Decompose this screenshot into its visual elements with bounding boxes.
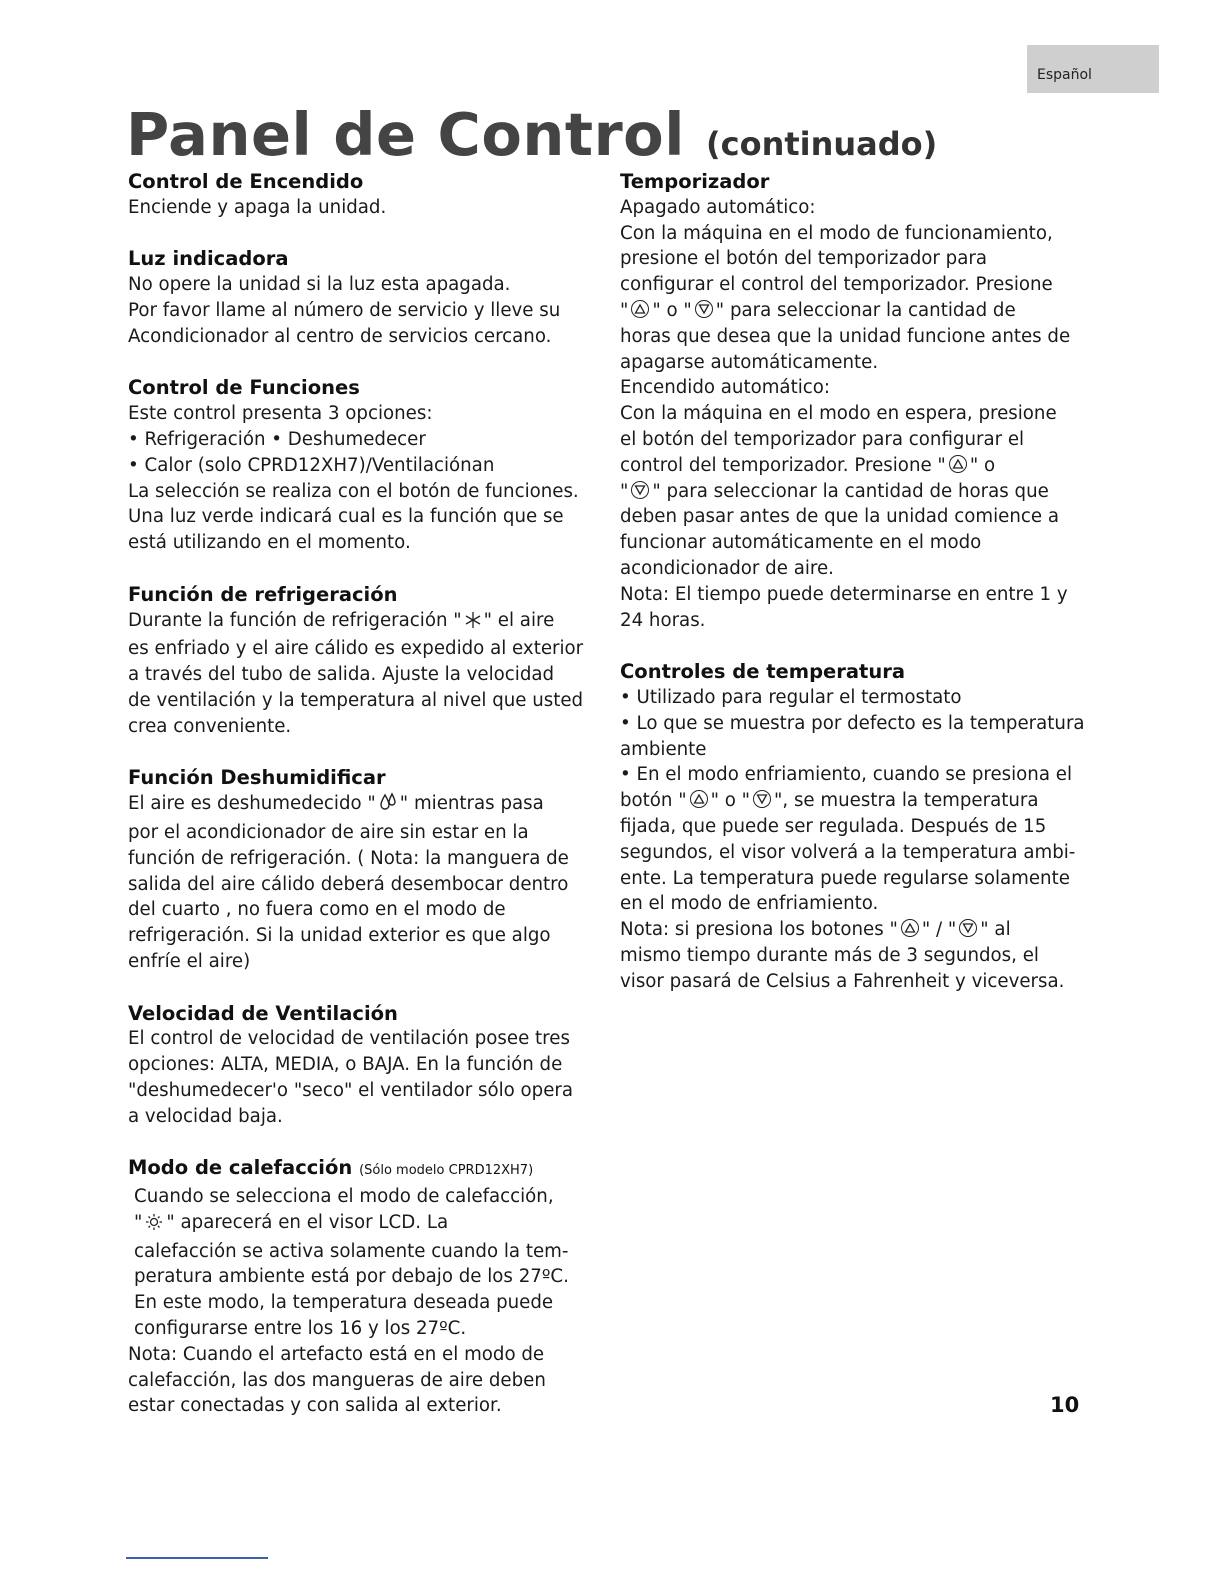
page-title-sub: (continuado) [705,125,938,163]
text-line: No opere la unidad si la luz esta apagada. [128,274,511,296]
section-heading: Velocidad de Ventilación [128,1001,398,1025]
text-line: "deshumedecer'o "seco" el ventilador sólo opera [128,1079,574,1101]
section-controles-temperatura [620,659,1085,994]
text-fragment: " aparecerá en el visor LCD. La [166,1211,449,1233]
section-heading [128,1155,583,1184]
text-fragment: " para seleccionar la cantidad de [715,299,1016,321]
up-arrow-button-icon [631,300,649,318]
section-heading: Función de refrigeración [128,582,398,606]
text-line: La selección se realiza con el botón de funciones. [128,480,579,502]
section-heading: Control de Encendido [128,170,364,193]
text-fragment: El aire es deshumedecido " [128,793,376,815]
text-line: funcionar automáticamente en el modo [620,532,982,554]
text-line: • Lo que se muestra por defecto es la temperatura [620,712,1085,734]
page-number: 10 [1050,1393,1080,1417]
text-line [128,791,583,820]
text-fragment: " el aire [483,609,555,631]
down-arrow-button-icon [695,300,713,318]
text-fragment: " o " [710,790,751,812]
text-fragment: " o [969,454,996,476]
text-line: calefacción se activa solamente cuando la tem- [134,1240,569,1262]
text-fragment: " para seleccionar la cantidad de horas que [652,480,1049,502]
text-fragment: " / " [921,919,957,941]
text-line: • Refrigeración • Deshumedecer [128,428,426,450]
text-fragment: Durante la función de refrigeración " [128,609,462,631]
text-line: opciones: ALTA, MEDIA, o BAJA. En la función de [128,1054,563,1076]
section-control-funciones [128,375,583,556]
text-line: apagarse automáticamente. [620,351,879,373]
droplet-icon [378,792,398,820]
text-line: Nota: Cuando el artefacto está en el modo de [128,1343,545,1365]
text-line: • Utilizado para regular el termostato [620,686,962,708]
text-line: refrigeración. Si la unidad exterior es que algo [128,925,551,947]
text-line: estar conectadas y con salida al exterior. [128,1395,502,1417]
left-column [128,169,583,1419]
down-arrow-button-icon [959,919,977,937]
sun-icon [144,1213,164,1239]
section-control-encendido [128,169,583,221]
text-line: Una luz verde indicará cual es la función que se [128,506,564,528]
text-line: presione el botón del temporizador para [620,248,987,270]
up-arrow-button-icon [949,455,967,473]
text-line [128,1210,583,1239]
text-fragment: " o " [652,299,692,321]
text-line: Acondicionador al centro de servicios cercano. [128,325,552,347]
text-line: El control de velocidad de ventilación posee tres [128,1028,570,1050]
page-title [126,100,937,179]
text-line: del cuarto , no fuera como en el modo de [128,899,506,921]
text-line: Apagado automático: [620,196,816,218]
text-fragment: " [134,1211,143,1233]
text-line: mismo tiempo durante más de 3 segundos, el [620,944,1039,966]
text-fragment: " mientras pasa [399,793,544,815]
text-line: configurarse entre los 16 y los 27ºC. [134,1318,467,1340]
text-line [620,917,1085,943]
text-fragment: " al [980,919,1011,941]
text-line: a velocidad baja. [128,1105,283,1127]
text-line: el botón del temporizador para configurar el [620,428,1025,450]
text-line: 24 horas. [620,609,706,631]
text-line: deben pasar antes de que la unidad comience a [620,506,1059,528]
text-fragment: botón " [620,790,687,812]
page-title-main: Panel de Control [126,100,685,169]
text-line: acondicionador de aire. [620,557,834,579]
section-heading: Control de Funciones [128,376,360,400]
text-line: Con la máquina en el modo en espera, presione [620,403,1057,425]
text-fragment: ", se muestra la temperatura [774,790,1039,812]
text-line: visor pasará de Celsius a Fahrenheit y viceversa. [620,970,1065,992]
text-line: calefacción, las dos mangueras de aire deben [128,1369,546,1391]
section-temporizador [620,169,1085,633]
up-arrow-button-icon [901,919,919,937]
section-heading: Luz indicadora [128,247,289,271]
text-line: fijada, que puede ser regulada. Después de 15 [620,815,1047,837]
text-line: configurar el control del temporizador. Presione [620,274,1053,296]
text-line [620,788,1085,814]
section-modo-calefaccion [128,1155,583,1419]
heading-note: (Sólo modelo CPRD12XH7) [359,1163,534,1179]
text-line [620,453,1085,479]
section-velocidad-ventilacion [128,1001,583,1130]
text-line: En este modo, la temperatura deseada puede [134,1292,554,1314]
section-funcion-deshumidificar [128,765,583,974]
text-line: • Calor (solo CPRD12XH7)/Ventilaciónan [128,454,495,476]
text-line: por el acondicionador de aire sin estar en la [128,821,529,843]
text-line: crea conveniente. [128,715,292,737]
text-line: peratura ambiente está por debajo de los 27ºC. [134,1266,569,1288]
text-fragment: Nota: si presiona los botones " [620,919,898,941]
text-line: Nota: El tiempo puede determinarse en entre 1 y [620,583,1068,605]
right-column [620,169,1085,995]
text-line: enfríe el aire) [128,950,251,972]
section-luz-indicadora [128,246,583,349]
text-line: ente. La temperatura puede regularse solamente [620,867,1070,889]
footer-divider [126,1557,268,1559]
text-line: es enfriado y el aire cálido es expedido al exterior [128,638,584,660]
text-line [620,298,1085,324]
text-line: salida del aire cálido deberá desembocar dentro [128,873,569,895]
text-line: en el modo de enfriamiento. [620,893,879,915]
heading-text: Modo de calefacción [128,1156,353,1180]
text-line [128,608,583,637]
section-funcion-refrigeracion [128,582,583,740]
up-arrow-button-icon [690,790,708,808]
section-heading: Temporizador [620,170,770,193]
text-line: Con la máquina en el modo de funcionamiento, [620,222,1053,244]
text-line [620,479,1085,505]
text-line: horas que desea que la unidad funcione antes de [620,325,1071,347]
text-fragment: control del temporizador. Presione " [620,454,946,476]
down-arrow-button-icon [631,481,649,499]
snowflake-icon [464,611,482,637]
text-line: ambiente [620,738,707,760]
text-line: función de refrigeración. ( Nota: la manguera de [128,847,569,869]
text-line: Cuando se selecciona el modo de calefacción, [134,1186,554,1208]
text-line: • En el modo enfriamiento, cuando se presiona el [620,764,1072,786]
section-heading: Función Deshumidificar [128,766,386,790]
language-tab: Español [1027,45,1159,93]
section-heading: Controles de temperatura [620,660,906,684]
text-line: Enciende y apaga la unidad. [128,196,387,218]
text-line: Este control presenta 3 opciones: [128,403,433,425]
text-fragment: " [620,480,629,502]
text-line: Por favor llame al número de servicio y lleve su [128,299,561,321]
down-arrow-button-icon [753,790,771,808]
text-line: segundos, el visor volverá a la temperatura ambi- [620,841,1076,863]
text-line: de ventilación y la temperatura al nivel que usted [128,689,584,711]
text-line: está utilizando en el momento. [128,532,411,554]
text-fragment: " [620,299,629,321]
text-line: Encendido automático: [620,377,831,399]
text-line: a través del tubo de salida. Ajuste la velocidad [128,664,555,686]
